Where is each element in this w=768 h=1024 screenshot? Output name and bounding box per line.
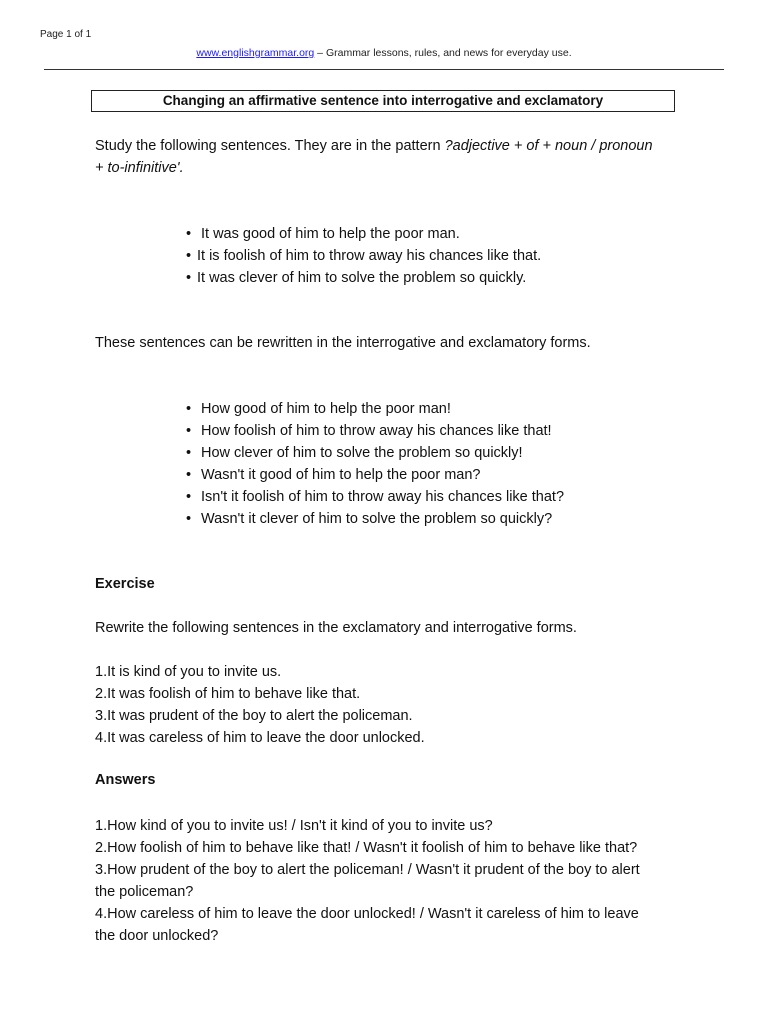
list-item	[186, 245, 541, 267]
header-divider	[44, 69, 724, 70]
bullet-icon: •	[186, 423, 192, 439]
list-item-text: It was clever of him to solve the problem so quickly.	[197, 270, 527, 286]
bullet-icon: •	[186, 248, 192, 264]
list-item-text: Isn't it foolish of him to throw away his chances like that?	[201, 489, 565, 505]
site-tagline: – Grammar lessons, rules, and news for everyday use.	[314, 47, 572, 59]
list-item	[186, 486, 564, 508]
list-item: 3.It was prudent of the boy to alert the policeman.	[95, 708, 413, 724]
answers-list	[95, 815, 655, 947]
rewritten-list	[186, 398, 564, 530]
intro-paragraph	[95, 135, 655, 179]
list-item	[186, 442, 564, 464]
site-header	[0, 47, 768, 59]
list-item: 1.It is kind of you to invite us.	[95, 664, 282, 680]
rewrite-intro: These sentences can be rewritten in the interrogative and exclamatory forms.	[95, 335, 591, 351]
list-item	[186, 267, 541, 289]
list-item-text: How foolish of him to throw away his chances like that!	[201, 423, 552, 439]
example-list	[186, 223, 541, 289]
list-item-text: It is foolish of him to throw away his chances like that.	[197, 248, 542, 264]
bullet-icon: •	[186, 467, 192, 483]
list-item	[186, 420, 564, 442]
bullet-icon: •	[186, 489, 192, 505]
site-link[interactable]: www.englishgrammar.org	[196, 47, 315, 59]
list-item: 2.How foolish of him to behave like that! / Wasn't it foolish of him to behave like that?	[95, 840, 638, 856]
list-item: 2.It was foolish of him to behave like that.	[95, 686, 361, 702]
list-item: 3.How prudent of the boy to alert the policeman! / Wasn't it prudent of the boy to alert the policeman?	[95, 862, 640, 900]
exercise-heading: Exercise	[95, 576, 155, 592]
bullet-icon: •	[186, 226, 192, 242]
bullet-icon: •	[186, 511, 192, 527]
list-item-text: Wasn't it clever of him to solve the problem so quickly?	[201, 511, 553, 527]
intro-pattern: ?adjective + of + noun / pronoun + to-infinitive'.	[95, 138, 653, 176]
list-item	[186, 508, 564, 530]
list-item	[186, 223, 541, 245]
list-item-text: How good of him to help the poor man!	[201, 401, 451, 417]
list-item-text: It was good of him to help the poor man.	[201, 226, 460, 242]
page-title: Changing an affirmative sentence into interrogative and exclamatory	[91, 90, 675, 112]
list-item	[186, 464, 564, 486]
bullet-icon: •	[186, 270, 192, 286]
list-item-text: Wasn't it good of him to help the poor man?	[201, 467, 481, 483]
answers-heading: Answers	[95, 772, 156, 788]
exercise-instruction: Rewrite the following sentences in the exclamatory and interrogative forms.	[95, 620, 577, 636]
intro-text: Study the following sentences. They are in the pattern	[95, 138, 445, 154]
list-item-text: How clever of him to solve the problem so quickly!	[201, 445, 523, 461]
list-item	[186, 398, 564, 420]
list-item: 4.How careless of him to leave the door unlocked! / Wasn't it careless of him to leave the door unlocked?	[95, 906, 639, 944]
list-item: 1.How kind of you to invite us! / Isn't it kind of you to invite us?	[95, 818, 493, 834]
page-number: Page 1 of 1	[40, 29, 92, 40]
exercise-list	[95, 661, 655, 749]
list-item: 4.It was careless of him to leave the door unlocked.	[95, 730, 425, 746]
bullet-icon: •	[186, 401, 192, 417]
bullet-icon: •	[186, 445, 192, 461]
